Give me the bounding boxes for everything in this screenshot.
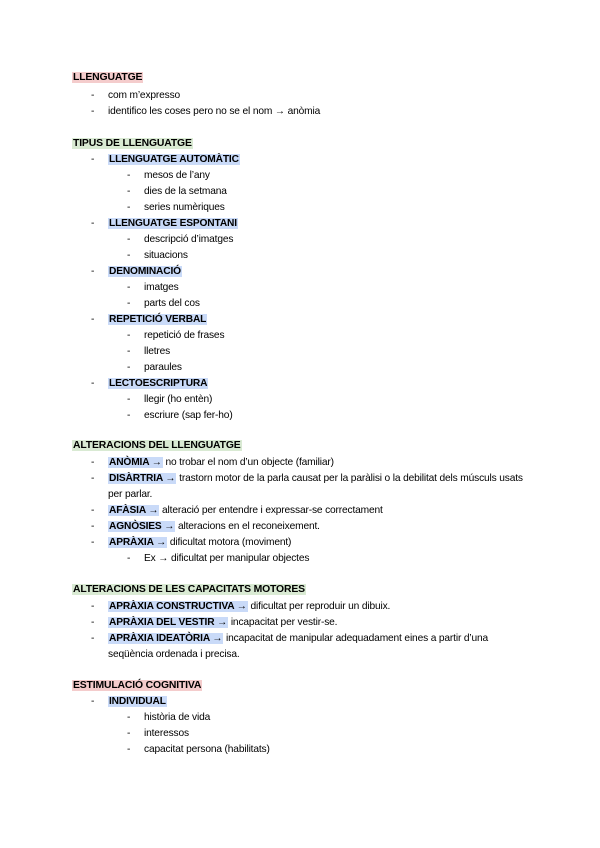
subheading: DENOMINACIÓ (109, 266, 181, 277)
list-item: dies de la setmana (144, 186, 227, 197)
definition-continuation: seqüència ordenada i precisa. (108, 649, 240, 660)
subheading: LECTOESCRIPTURA (109, 378, 208, 389)
list-item: paraules (144, 362, 182, 373)
list-item: mesos de l’any (144, 170, 210, 181)
definition-item: APRÀXIA IDEATÒRIA → incapacitat de manipular adequadament eines a partir d’una (109, 633, 489, 644)
bullet: - (91, 314, 95, 325)
list-item: imatges (144, 282, 179, 293)
bullet: - (127, 282, 131, 293)
bullet: - (127, 346, 131, 357)
bullet: - (91, 90, 95, 101)
bullet: - (127, 394, 131, 405)
bullet: - (91, 696, 95, 707)
bullet: - (127, 712, 131, 723)
list-item: repetició de frases (144, 330, 225, 341)
subheading: REPETICIÓ VERBAL (109, 314, 207, 325)
bullet: - (91, 378, 95, 389)
list-item: parts del cos (144, 298, 200, 309)
bullet: - (127, 234, 131, 245)
definition-item: APRÀXIA DEL VESTIR → incapacitat per vestir-se. (109, 617, 338, 628)
bullet: - (91, 601, 95, 612)
section-heading-motores: ALTERACIONS DE LES CAPACITATS MOTORES (73, 584, 305, 595)
bullet: - (91, 505, 95, 516)
definition-continuation: per parlar. (108, 489, 153, 500)
list-item: escriure (sap fer-ho) (144, 410, 233, 421)
bullet: - (127, 186, 131, 197)
list-item: llegir (ho entèn) (144, 394, 213, 405)
bullet: - (127, 410, 131, 421)
section-heading-alteracions: ALTERACIONS DEL LLENGUATGE (73, 440, 241, 451)
definition-item: ANÒMIA → no trobar el nom d’un objecte (familiar) (109, 457, 334, 468)
list-item: series numèriques (144, 202, 225, 213)
bullet: - (127, 170, 131, 181)
bullet: - (91, 266, 95, 277)
bullet: - (127, 728, 131, 739)
subheading: LLENGUATGE AUTOMÀTIC (109, 154, 239, 165)
section-heading-estimulacio: ESTIMULACIÓ COGNITIVA (73, 680, 202, 691)
bullet: - (127, 250, 131, 261)
bullet: - (91, 457, 95, 468)
list-item: Ex → dificultat per manipular objectes (144, 553, 310, 564)
definition-item: AFÀSIA → alteració per entendre i expressar-se correctament (109, 505, 383, 516)
definition-item: AGNÒSIES → alteracions en el reconeixement. (109, 521, 320, 532)
list-item: capacitat persona (habilitats) (144, 744, 270, 755)
list-item: lletres (144, 346, 171, 357)
section-heading-tipus: TIPUS DE LLENGUATGE (73, 138, 192, 149)
list-item: com m’expresso (108, 90, 181, 101)
definition-item: APRÀXIA CONSTRUCTIVA → dificultat per reproduir un dibuix. (109, 601, 391, 612)
bullet: - (91, 473, 95, 484)
bullet: - (127, 298, 131, 309)
bullet: - (127, 202, 131, 213)
bullet: - (91, 633, 95, 644)
bullet: - (127, 362, 131, 373)
list-item: descripció d’imatges (144, 234, 234, 245)
bullet: - (91, 154, 95, 165)
bullet: - (91, 537, 95, 548)
bullet: - (91, 218, 95, 229)
definition-item: APRÀXIA → dificultat motora (moviment) (109, 537, 292, 548)
bullet: - (91, 617, 95, 628)
definition-item: DISÀRTRIA → trastorn motor de la parla causat per la paràlisi o la debilitat dels músculs usats (109, 473, 523, 484)
list-item: situacions (144, 250, 188, 261)
bullet: - (91, 106, 95, 117)
bullet: - (127, 744, 131, 755)
section-heading-llenguatge: LLENGUATGE (73, 72, 143, 83)
subheading: INDIVIDUAL (109, 696, 166, 707)
list-item: interessos (144, 728, 189, 739)
subheading: LLENGUATGE ESPONTANI (109, 218, 237, 229)
list-item: identifico les coses pero no se el nom → anòmia (108, 106, 321, 117)
list-item: història de vida (144, 712, 211, 723)
bullet: - (127, 553, 131, 564)
bullet: - (91, 521, 95, 532)
bullet: - (127, 330, 131, 341)
